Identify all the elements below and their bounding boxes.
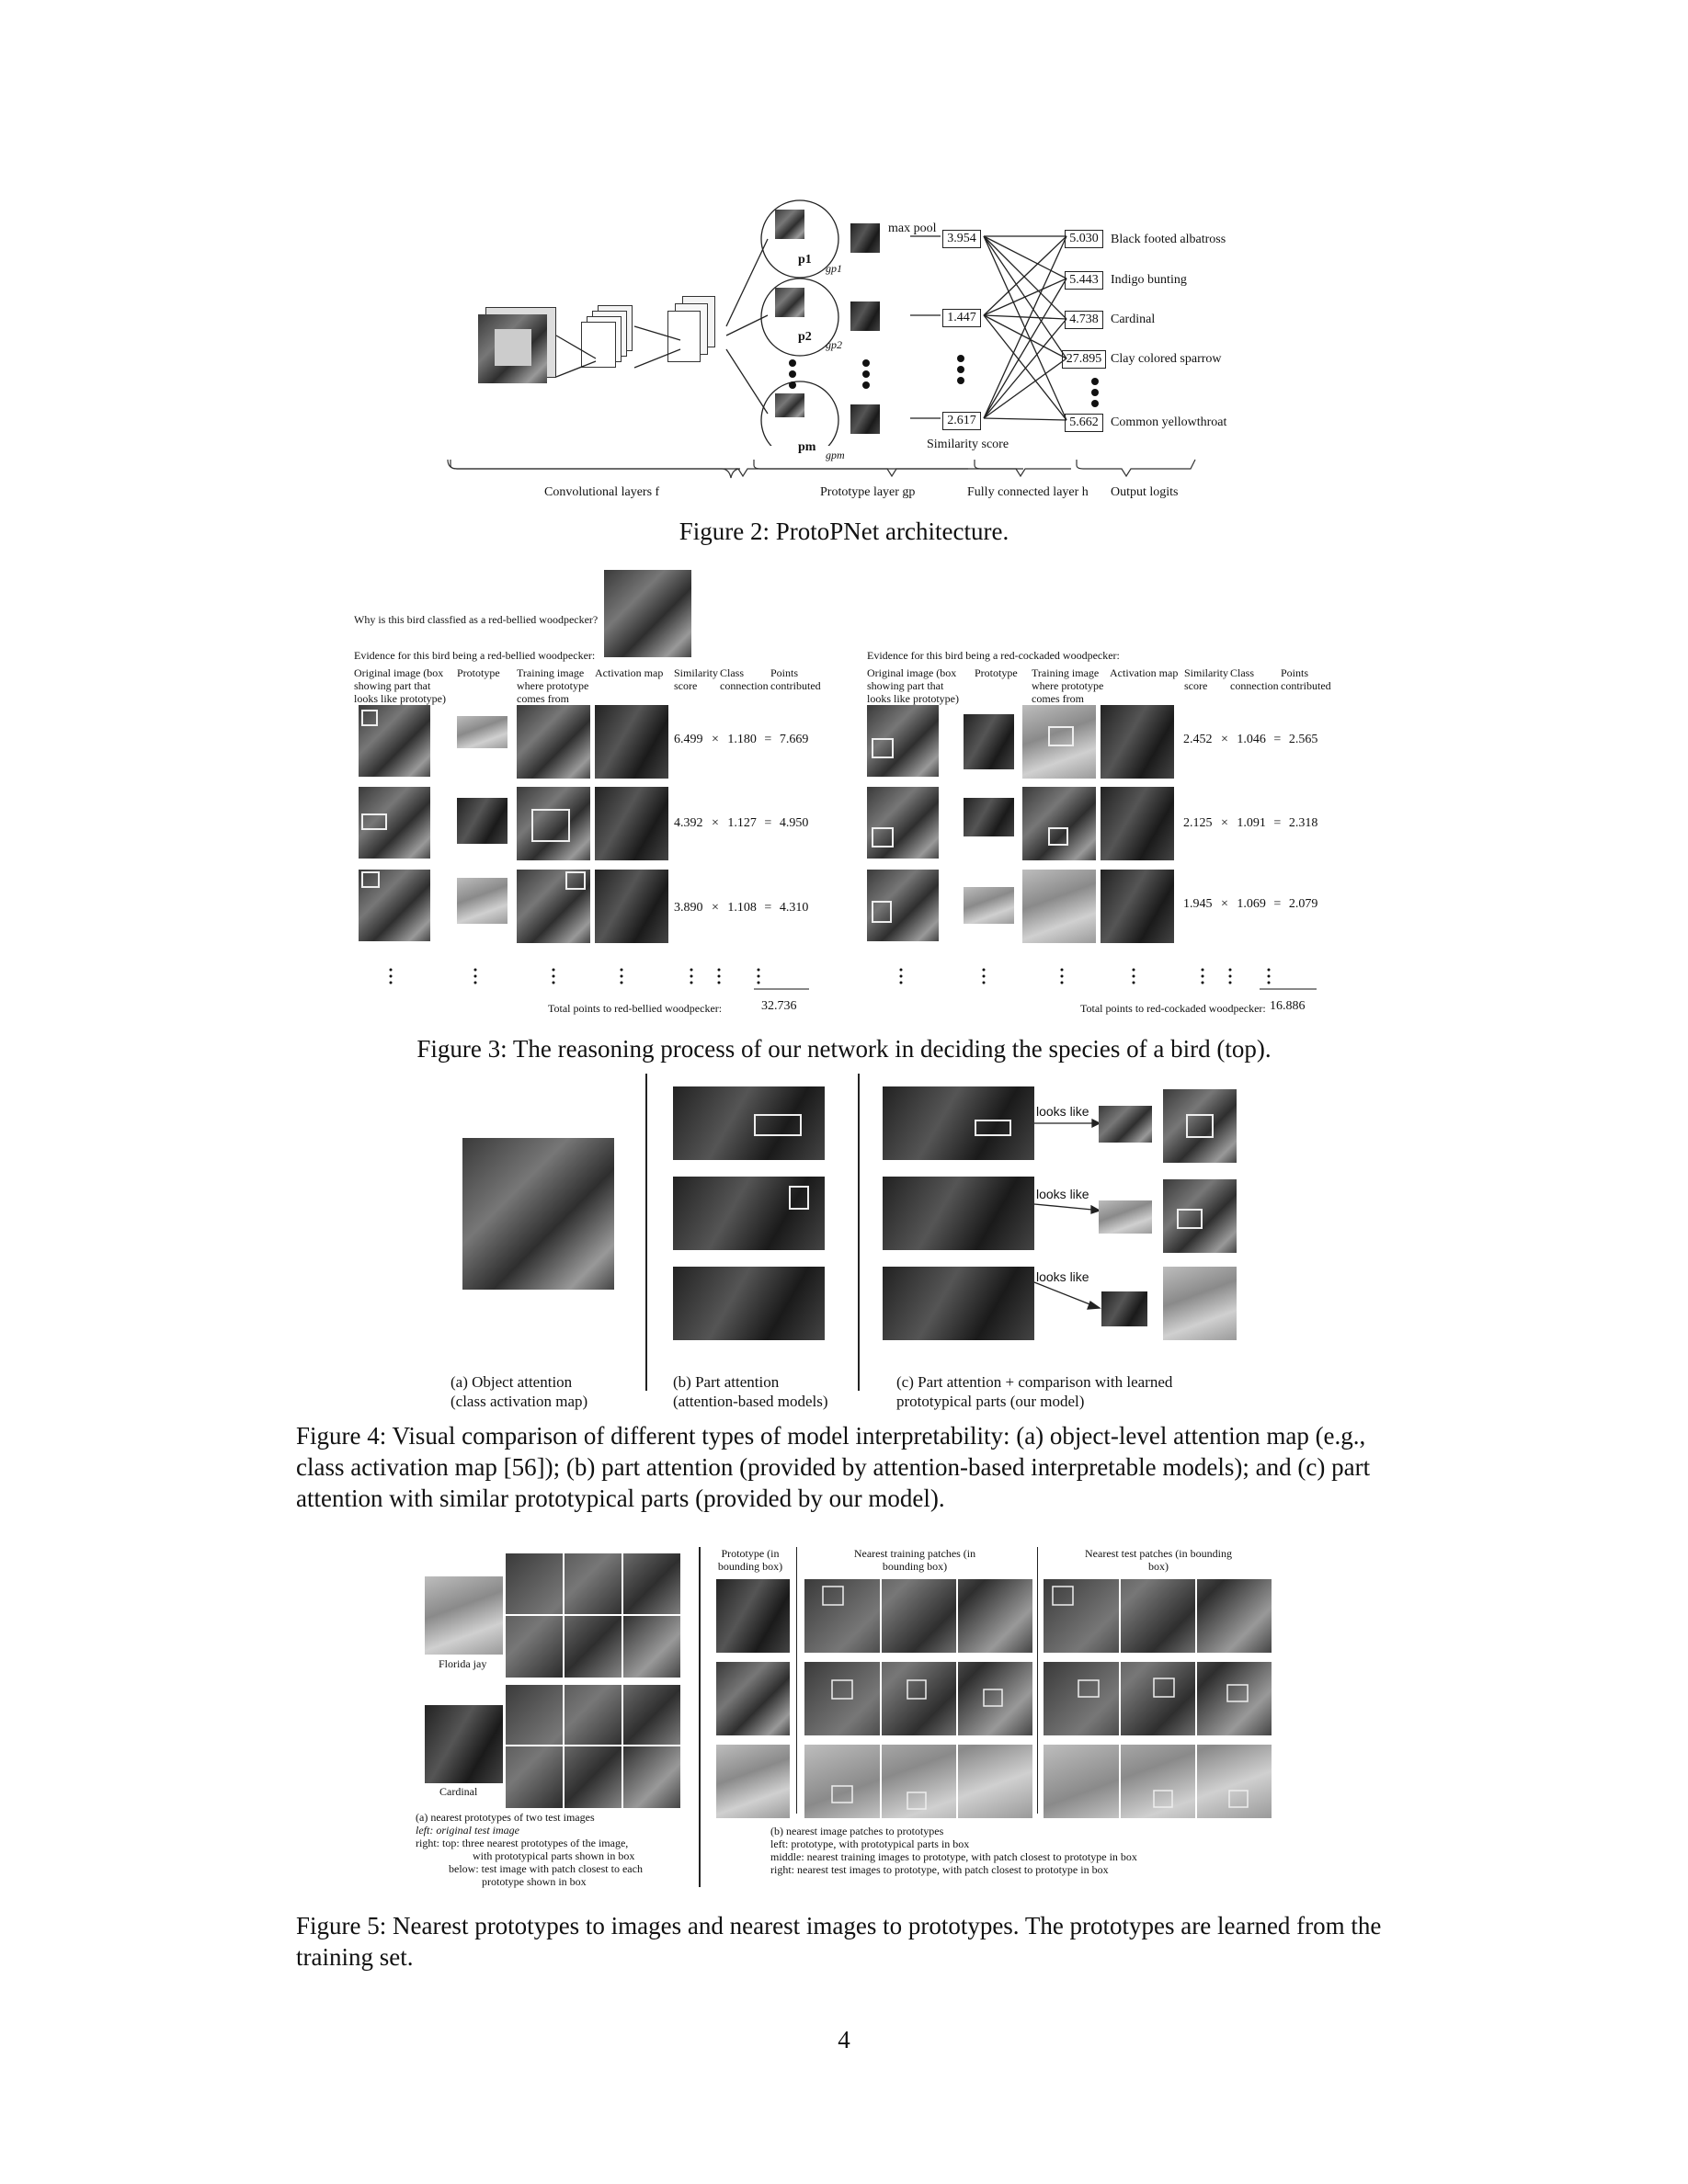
fig3-right-header-sim: Similarity score — [1184, 666, 1228, 692]
similarity-map-1 — [850, 223, 880, 253]
g-label-m: gpm — [826, 449, 845, 461]
fig4-looks-like-1: looks like — [1036, 1104, 1089, 1119]
fig5-col-prototype: Prototype (in bounding box) — [717, 1547, 783, 1573]
section-prototype: Prototype layer gp — [820, 485, 916, 499]
fig3-right-row-3-values: 1.945 × 1.069 = 2.079 — [1183, 897, 1318, 911]
section-fc: Fully connected layer h — [967, 485, 1089, 499]
similarity-map-2 — [850, 301, 880, 331]
fig4-looks-like-3: looks like — [1036, 1269, 1089, 1284]
fig3-right-row-2-values: 2.125 × 1.091 = 2.318 — [1183, 816, 1318, 830]
fig4-label-a: (a) Object attention (class activation map) — [451, 1373, 588, 1410]
prototype-thumb-1 — [775, 210, 804, 239]
fig4-c-proto-2 — [1099, 1200, 1152, 1234]
fig4-c-row-2 — [883, 1177, 1034, 1250]
fig5-divider-2 — [796, 1547, 797, 1814]
logit-box-3: 4.738 — [1065, 311, 1103, 329]
proto-label-1: p1 — [798, 253, 812, 267]
figure-5-caption: Figure 5: Nearest prototypes to images and nearest images to prototypes. The prototypes are learned from the training set. — [296, 1912, 1382, 1971]
fig4-object-attention-image — [462, 1138, 614, 1290]
g-label-2: gp2 — [826, 338, 842, 351]
fig3-left-header-conn: Class connection — [720, 666, 769, 692]
fig3-left-header-activation: Activation map — [595, 666, 664, 679]
fig5-florida-jay-label: Florida jay — [439, 1657, 487, 1670]
fig4-label-c: (c) Part attention + comparison with learned prototypical parts (our model) — [896, 1373, 1173, 1410]
fig5-b-proto-1 — [716, 1579, 790, 1653]
fig5-cardinal-image — [425, 1705, 503, 1783]
score-box-2: 1.447 — [942, 309, 981, 327]
fig3-question: Why is this bird classfied as a red-bellied woodpecker? — [354, 613, 599, 626]
fig3-right-header-prototype: Prototype — [975, 666, 1018, 679]
class-label-2: Indigo bunting — [1111, 273, 1187, 287]
fig3-right-header-training: Training image where prototype comes from — [1032, 666, 1104, 705]
proto-label-2: p2 — [798, 330, 812, 344]
fig3-left-row-2-values: 4.392 × 1.127 = 4.950 — [674, 816, 809, 830]
prototype-thumb-2 — [775, 288, 804, 317]
fig4-b-row-1 — [673, 1086, 825, 1160]
fig3-right-title: Evidence for this bird being a red-cockaded woodpecker: — [867, 649, 1120, 662]
fig3-right-row-1-values: 2.452 × 1.046 = 2.565 — [1183, 733, 1318, 746]
fig3-test-image — [604, 570, 691, 657]
section-logits: Output logits — [1111, 485, 1179, 499]
fig5-col-test: Nearest test patches (in bounding box) — [1085, 1547, 1232, 1573]
similarity-map-m — [850, 404, 880, 434]
fig5-b-proto-2 — [716, 1662, 790, 1735]
fig5-b-description: (b) nearest image patches to prototypes left: prototype, with prototypical parts in box middle: nearest training images to prototype, with patch closest to prototype in box right: nearest test images to prototype, with patch closest to prototype in box — [770, 1825, 1137, 1876]
fig3-right-header-points: Points contributed — [1281, 666, 1331, 692]
fig4-b-row-3 — [673, 1267, 825, 1340]
section-conv: Convolutional layers f — [544, 485, 660, 499]
fig3-left-header-sim: Similarity score — [674, 666, 718, 692]
fig4-c-train-3 — [1163, 1267, 1237, 1340]
fig4-divider-1 — [645, 1074, 647, 1391]
connection-value: 1.180 — [727, 733, 757, 746]
fig4-c-proto-1 — [1099, 1106, 1152, 1143]
score-box-m: 2.617 — [942, 412, 981, 430]
fig3-left-total-label: Total points to red-bellied woodpecker: — [548, 1002, 723, 1015]
fig5-divider-1 — [699, 1547, 701, 1887]
logit-box-2: 5.443 — [1065, 271, 1103, 290]
fig4-c-row-3 — [883, 1267, 1034, 1340]
fig3-left-total-value: 32.736 — [761, 999, 797, 1013]
logit-box-5: 5.662 — [1065, 414, 1103, 432]
fig3-right-header-original: Original image (box showing part that looks like prototype) — [867, 666, 959, 705]
figure-2-caption: Figure 2: ProtoPNet architecture. — [679, 518, 1009, 545]
fig2-section-braces — [446, 458, 1209, 485]
fig4-c-row-1 — [883, 1086, 1034, 1160]
fig4-looks-like-2: looks like — [1036, 1187, 1089, 1201]
fig3-left-title: Evidence for this bird being a red-bellied woodpecker: — [354, 649, 596, 662]
class-label-1: Black footed albatross — [1111, 233, 1226, 246]
logit-box-1: 5.030 — [1065, 230, 1103, 248]
fig5-b-proto-3 — [716, 1745, 790, 1818]
class-label-3: Cardinal — [1111, 313, 1156, 326]
fig5-col-training: Nearest training patches (in bounding box) — [853, 1547, 976, 1573]
fig3-left-header-original: Original image (box showing part that looks like prototype) — [354, 666, 446, 705]
fig3-left-row-3-values: 3.890 × 1.108 = 4.310 — [674, 901, 809, 915]
fig5-a-description: (a) nearest prototypes of two test images left: original test image right: top: three nearest prototypes of the image, with prototypical parts shown in box below: test image with patch closest to each prototype shown in box — [416, 1811, 643, 1888]
prototype-thumb-m — [775, 393, 804, 417]
fig3-left-header-training: Training image where prototype comes from — [517, 666, 589, 705]
fig3-left-header-points: Points contributed — [770, 666, 821, 692]
fig4-divider-2 — [858, 1074, 860, 1391]
fig3-right-header-activation: Activation map — [1110, 666, 1179, 679]
score-box-1: 3.954 — [942, 230, 981, 248]
fig3-right-header-conn: Class connection — [1230, 666, 1279, 692]
fig3-left-row-1-values: 6.499 × 1.180 = 7.669 — [674, 733, 809, 746]
fig4-c-proto-3 — [1101, 1291, 1147, 1326]
page-number: 4 — [838, 2026, 850, 2053]
input-image-stack — [478, 296, 552, 379]
fig4-arrows — [1030, 1112, 1103, 1324]
figure-3-caption: Figure 3: The reasoning process of our network in deciding the species of a bird (top). — [416, 1035, 1272, 1063]
fig3-ellipses — [349, 965, 1342, 993]
fig5-a-grid-lines — [506, 1553, 680, 1811]
max-pool-label: max pool — [888, 222, 937, 235]
fig5-b-image-dividers — [804, 1579, 1272, 1818]
figure-4-caption: Figure 4: Visual comparison of different types of model interpretability: (a) object-level attention map (e.g., class activation map [56]); (b) part attention (provided by attention-based interpretable models); and (c) part attention with similar prototypical parts (provided by our model). — [296, 1422, 1371, 1512]
fig3-left-header-prototype: Prototype — [457, 666, 500, 679]
logit-box-4: 27.895 — [1062, 350, 1106, 369]
fig4-label-b: (b) Part attention (attention-based models) — [673, 1373, 828, 1410]
class-label-4: Clay colored sparrow — [1111, 352, 1222, 366]
proto-label-m: pm — [798, 440, 816, 454]
fig3-right-total-label: Total points to red-cockaded woodpecker: — [1080, 1002, 1266, 1015]
fig5-cardinal-label: Cardinal — [439, 1785, 478, 1798]
points-value: 7.669 — [779, 733, 809, 746]
g-label-1: gp1 — [826, 262, 842, 275]
similarity-score-label: Similarity score — [927, 438, 1009, 451]
similarity-value: 6.499 — [674, 733, 703, 746]
fig5-florida-jay-image — [425, 1576, 503, 1655]
fig3-right-total-value: 16.886 — [1270, 999, 1306, 1013]
class-label-5: Common yellowthroat — [1111, 415, 1227, 429]
